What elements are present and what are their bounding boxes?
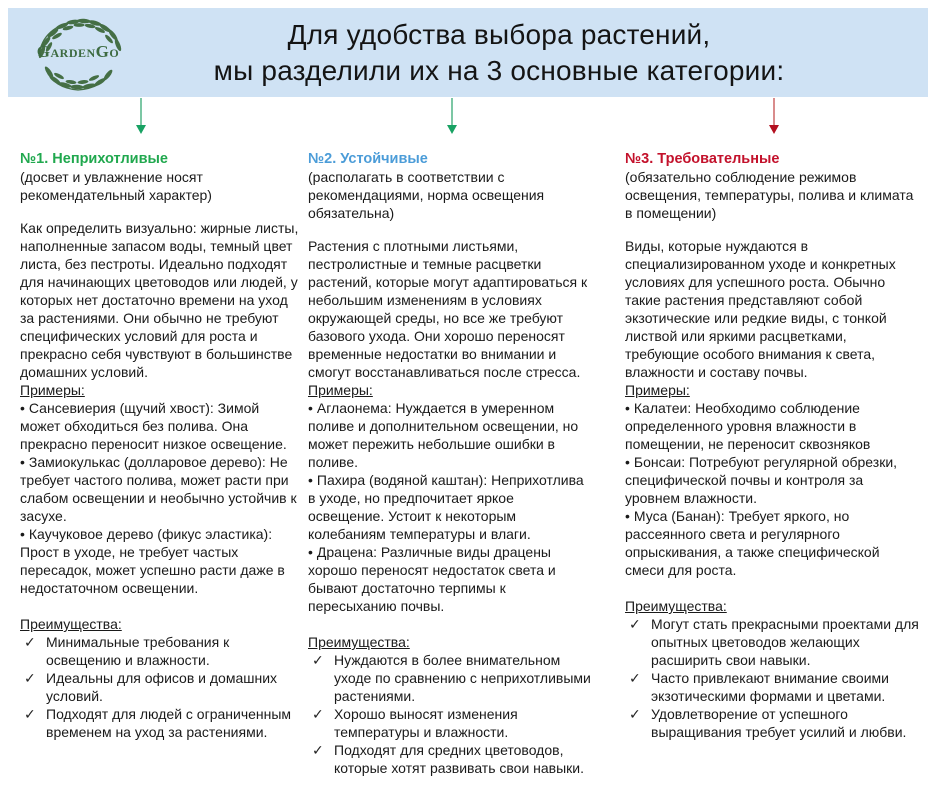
arrow-down-icon-category-1	[136, 98, 146, 134]
bullet-icon: •	[308, 472, 313, 488]
list-item: • Муса (Банан): Требует яркого, но рассеянного света и регулярного опрыскивания, а также специфической смеси для роста.	[625, 508, 880, 578]
list-item: ✓ Удовлетворение от успешного выращивания требует усилий и любви.	[629, 706, 907, 740]
list-item: • Бонсаи: Потребуют регулярной обрезки, специфической почвы и контроля за уровнем влажности.	[625, 454, 898, 506]
header-banner	[8, 8, 928, 97]
category-heading: №2. Устойчивые	[308, 151, 428, 167]
arrow-down-icon-category-2	[447, 98, 457, 134]
list-item: • Каучуковое дерево (фикус эластика): Прост в уходе, не требует частых пересадок, может успешно расти даже в недостаточном освещении.	[20, 526, 285, 596]
list-item: • Сансевиерия (щучий хвост): Зимой может обходиться без полива. Она прекрасно переносит низкое освещение.	[20, 400, 287, 452]
category-description: Как определить визуально: жирные листы, наполненные запасом воды, темный цвет листа, без пестроты. Идеально подходят для начинающих цветоводов или людей, у которых нет достаточно времени на уход за растениями. Они обычно не требуют специфических условий для роста и прекрасно себя чувствуют в большинстве домашних условий.	[20, 220, 299, 380]
examples-label: Примеры:	[308, 382, 373, 398]
list-item: ✓ Могут стать прекрасными проектами для опытных цветоводов желающих расширить свои навыки.	[629, 616, 919, 668]
category-column-unpretentious	[20, 150, 301, 741]
title-line-2: мы разделили их на 3 основные категории:	[213, 54, 785, 86]
checkmark-icon: ✓	[629, 616, 641, 632]
bullet-icon: •	[625, 454, 630, 470]
checkmark-icon: ✓	[312, 652, 324, 668]
gardengo-logo	[22, 14, 134, 92]
advantages-list	[20, 633, 301, 741]
checkmark-icon: ✓	[312, 706, 324, 722]
bullet-icon: •	[20, 454, 25, 470]
checkmark-icon: ✓	[629, 706, 641, 722]
connector-arrows	[0, 97, 933, 137]
category-description: Виды, которые нуждаются в специализированном уходе и конкретных условиях для успешного роста. Обычно такие растения представляют собой экзотические или редкие виды, с тонкой листвой или яркими расцветками, требующие особого внимания к света, влажности и составу почвы.	[625, 238, 896, 380]
bullet-icon: •	[625, 400, 630, 416]
advantages-label: Преимущества:	[20, 616, 122, 632]
checkmark-icon: ✓	[629, 670, 641, 686]
arrow-down-icon-category-3	[769, 98, 779, 134]
advantages-list	[308, 651, 591, 777]
category-column-demanding	[625, 150, 921, 741]
title-line-1: Для удобства выбора растений,	[287, 18, 711, 50]
list-item: ✓ Минимальные требования к освещению и влажности.	[24, 634, 230, 668]
list-item: ✓ Подходят для людей с ограниченным временем на уход за растениями.	[24, 706, 292, 740]
advantages-label: Преимущества:	[625, 598, 727, 614]
category-heading: №3. Требовательные	[625, 151, 780, 167]
checkmark-icon: ✓	[312, 742, 324, 758]
list-item: ✓ Идеальны для офисов и домашних условий.	[24, 670, 278, 704]
bullet-icon: •	[308, 400, 313, 416]
checkmark-icon: ✓	[24, 706, 36, 722]
list-item: • Калатеи: Необходимо соблюдение определенного уровня влажности в помещении, не переносит сквозняков	[625, 400, 871, 452]
list-item: • Замиокулькас (долларовое дерево): Не требует частого полива, может расти при слабом освещении и необычно устойчив к засухе.	[20, 454, 297, 524]
category-heading: №1. Неприхотливые	[20, 151, 168, 167]
list-item: ✓ Нуждаются в более внимательном уходе по сравнению с неприхотливыми растениями.	[312, 652, 591, 704]
bullet-icon: •	[308, 544, 313, 560]
bullet-icon: •	[20, 400, 25, 416]
examples-list	[20, 399, 301, 597]
advantages-label: Преимущества:	[308, 634, 410, 650]
list-item: • Аглаонема: Нуждается в умеренном поливе и дополнительном освещении, но может пережить небольшие ошибки в поливе.	[308, 400, 579, 470]
category-column-resilient	[308, 150, 591, 777]
categories	[20, 150, 921, 777]
bullet-icon: •	[20, 526, 25, 542]
logo-text: GardenGo	[36, 41, 120, 61]
category-description: Растения с плотными листьями, пестролистные и темные расцветки растений, которые могут адаптироваться к небольшим изменениям в условиях окружающей среды, но все же требуют базового ухода. Они хорошо переносят временные недостатки во внимании и смогут восстанавливаться после стресса.	[308, 238, 588, 380]
category-subtitle: (досвет и увлажнение носят рекомендательный характер)	[20, 169, 212, 203]
list-item: • Драцена: Различные виды драцены хорошо переносят недостаток света и бывают достаточно терпимы к пересыханию почвы.	[308, 544, 556, 614]
list-item: ✓ Хорошо выносят изменения температуры и влажности.	[312, 706, 518, 740]
checkmark-icon: ✓	[24, 670, 36, 686]
examples-list	[308, 399, 591, 615]
list-item: ✓ Часто привлекают внимание своими экзотическими формами и цветами.	[629, 670, 889, 704]
bullet-icon: •	[625, 508, 630, 524]
category-subtitle: (располагать в соответствии с рекомендациями, норма освещения обязательна)	[308, 169, 545, 221]
examples-label: Примеры:	[20, 382, 85, 398]
list-item: ✓ Подходят для средних цветоводов, которые хотят развивать свои навыки.	[312, 742, 585, 776]
advantages-list	[625, 615, 921, 741]
examples-label: Примеры:	[625, 382, 690, 398]
list-item: • Пахира (водяной каштан): Неприхотлива в уходе, но предпочитает яркое освещение. Устоит к некоторым колебаниям температуры и влаги.	[308, 472, 584, 542]
category-subtitle: (обязательно соблюдение режимов освещения, температуры, полива и климата в помещении)	[625, 169, 914, 221]
page-title	[134, 17, 928, 89]
checkmark-icon: ✓	[24, 634, 36, 650]
examples-list	[625, 399, 921, 579]
